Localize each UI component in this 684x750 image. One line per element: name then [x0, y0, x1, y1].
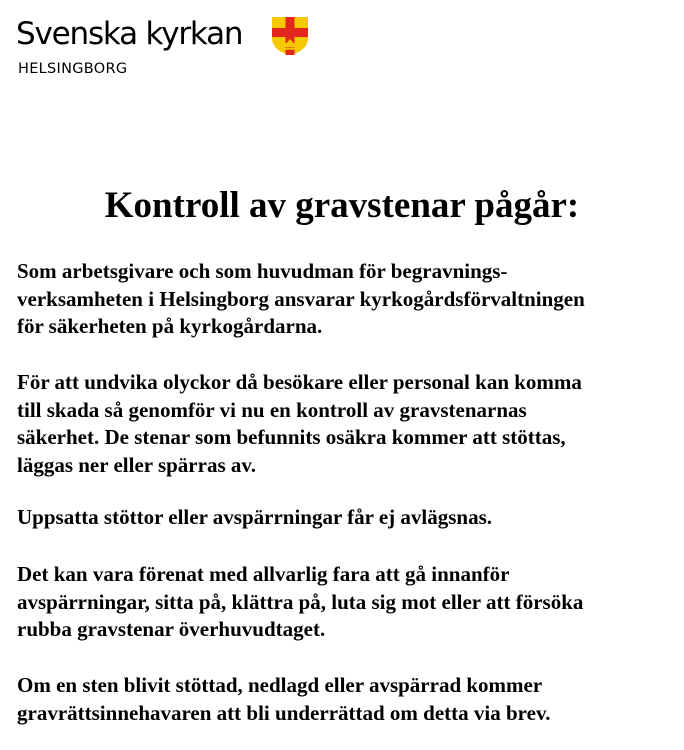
svenska-kyrkan-logo: [16, 14, 316, 80]
paragraph-line: rubba gravstenar överhuvudtaget.: [17, 617, 326, 641]
paragraph-responsibility: [17, 258, 681, 341]
logo-wordmark: Svenska kyrkan: [16, 16, 243, 52]
paragraph-line: För att undvika olyckor då besökare eller personal kan komma: [17, 370, 582, 394]
cross-horizontal-bar: [272, 28, 308, 37]
paragraph-line: Som arbetsgivare och som huvudman för begravnings-: [17, 259, 508, 283]
paragraph-line: Uppsatta stöttor eller avspärrningar får ej avlägsnas.: [17, 505, 493, 529]
crown-base: [284, 48, 297, 50]
logo-subtitle: HELSINGBORG: [18, 61, 128, 77]
paragraph-line: för säkerheten på kyrkogårdarna.: [17, 314, 323, 338]
paragraph-line: Om en sten blivit stöttad, nedlagd eller avspärrad kommer: [17, 673, 543, 697]
paragraph-line: avspärrningar, sitta på, klättra på, luta sig mot eller att försöka: [17, 589, 584, 614]
paragraph-line: säkerhet. De stenar som befunnits osäkra kommer att stöttas,: [17, 425, 566, 449]
paragraph-line: läggas ner eller spärras av.: [17, 452, 256, 477]
paragraph-line: Det kan vara förenat med allvarlig fara att gå innanför: [17, 562, 510, 586]
church-shield-icon: [271, 16, 309, 56]
paragraph-inspection: [17, 369, 681, 479]
paragraph-notification: [17, 672, 681, 727]
page-title: Kontroll av gravstenar pågår:: [104, 185, 580, 226]
paragraph-line: till skada så genomför vi nu en kontroll av gravstenarnas: [17, 397, 527, 422]
paragraph-line: verksamheten i Helsingborg ansvarar kyrkogårdsförvaltningen: [17, 286, 585, 311]
paragraph-danger-warning: [17, 561, 681, 644]
paragraph-line: gravrättsinnehavaren att bli underrättad om detta via brev.: [17, 700, 551, 725]
paragraph-supports-warning: [17, 504, 681, 532]
